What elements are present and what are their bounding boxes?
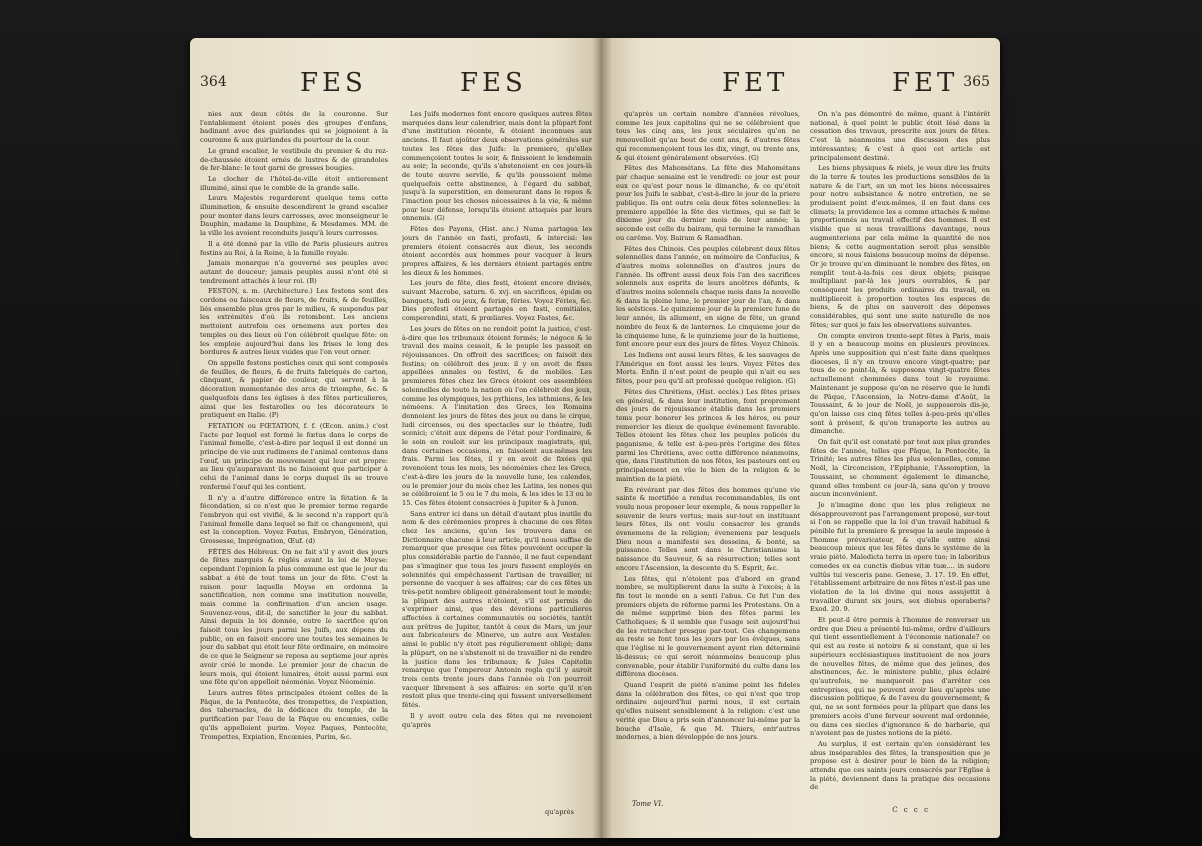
left-header-keyword-2: FES [460,68,527,98]
right-page-header [602,68,1000,102]
paragraph: On appelle festons postiches ceux qui sont composés de feuilles, de fleurs, & de fruits fabriqués de carton, clinquant, & papier de couleur, qui servent à la décoration momentanée des arcs de triomphe, &c. & quelquefois dans les églises à des fêtes particulieres, ainsi que les festarolles ou les décorateurs le pratiquent en Italie. (P) [200,358,388,420]
left-page [190,38,602,838]
paragraph: Fêtes des Payens, (Hist. anc.) Numa partagea les jours de l'année en fasti, profasti, & intercisi: les premiers étoient consacrés aux dieux, les seconds étoient accordés aux hommes pour vacquer à leurs propres affaires, & les derniers étoient partagés entre les dieux & les hommes. [402,225,592,277]
paragraph: Le grand escalier, le vestibule du premier & du rez-de-chaussée étoient ornés de lustres & de girandoles de fer-blanc: le tout garni de grosses bougies. [200,146,388,173]
left-page-number: 364 [200,74,227,90]
paragraph: Leurs Majestés regarderent quelque tems cette illumination, & ensuite descendirent le grand escalier pour monter dans leurs carrosses, avec monseigneur le Dauphin, madame la Dauphine, & Mesdames. MM. de la ville les avoient reconduits jusqu'à leurs carrosses. [200,194,388,238]
paragraph: Il n'y a d'autre différence entre la fétation & la fécondation, si ce n'est que le premier terme regarde l'embryon qui est vivifié, & le second n'a rapport qu'à l'animal femelle dans lequel se fait ce changement, qui est la conception. Voyez Fœtus, Embryon, Génération, Grossesse, Imprégnation, Œuf. (d) [200,493,388,546]
paragraph: Je n'imagine donc que les plus religieux ne désapprouveront pas l'arrangement proposé, sur-tout si l'on se rappelle que la loi d'un travail habituel & pénible fut la premiere & presque la seule imposée à l'homme prévaricateur, & qu'elle entre ainsi beaucoup mieux que les fêtes dans le système de la vraie piété. Maledicta terra in opere tuo; in laboribus comedes ex ea cunctis diebus vitæ tuæ.... in sudore vultûs tui vesceris pane. Genese, 3. 17. 19. En effet, l'établissement arbitraire de nos fêtes n'est-il pas une violation de la loi divine qui nous assujettit à travailler durant six jours, sex diebus operaberis? Exod. 20. 9. [810,500,990,614]
left-column-b [402,110,592,810]
left-catchword: qu'après [545,808,574,816]
right-page [602,38,1000,838]
right-column-b [810,110,990,810]
volume-signature: Tome VI. [632,800,664,808]
paragraph: nies aux deux côtés de la couronne. Sur l'entablement étoient posés des groupes d'enfans, badinant avec des guirlandes qui se joignoient à la couronne & aux guirlandes du pourtour de la cour. [200,110,388,145]
left-column-a [200,110,388,810]
paragraph: Les Juifs modernes font encore quelques autres fêtes marquées dans leur calendrier, mais dont la plûpart font d'une institution récente, & étoient inconnues aux anciens. Il faut ajoûter deux observations générales sur toutes les fêtes des Juifs: la premiere, qu'elles commençoient toutes le soir, & finissoient le lendemain au soir; la seconde, qu'ils s'abstenoient en ces jours-là de toute œuvre servile, & qu'ils poussoient même quelquefois cette abstinence, à l'égard du sabbat, jusqu'à la superstition, en demeurant dans le repos & l'inaction pour les choses nécessaires à la vie, & même pour leur défense, lorsqu'ils étoient attaqués par leurs ennemis. (G) [402,110,592,223]
paragraph: Sans entrer ici dans un détail d'autant plus inutile du nom & des cérémonies propres à chacune de ces fêtes chez les anciens, qu'on les trouvera dans ce Dictionnaire chacune à leur article, qu'il nous suffise de remarquer que presque ces fêtes pouvoient occuper la plus considérable partie de l'année, il ne faut cependant pas s'imaginer que tous les jours fussent employés en solennités qui empêchassent l'artisan de travailler, ni personne de vacquer à ses affaires; car de ces fêtes un très-petit nombre obligeoit généralement tout le monde; la plûpart des autres n'étoient, s'il est permis de s'exprimer ainsi, que des dévotions particulieres affectées à certaines communautés ou sociétés, tantôt aux prêtres de Jupiter, tantôt à ceux de Mars, un jour aux fabricateurs de Minerve, un autre aux Vestales: ainsi le public n'y étoit pas régulierement obligé; dans la plûpart, on ne s'abstenoit ni de travailler ni de rendre la justice dans les tribunaux; & Jules Capitolin remarque que l'empereur Antonin regla qu'il y auroit trois cents trente jours dans l'année où l'on pourroit vacquer librement à ses affaires: en sorte qu'il n'en restoit plus que trente-cinq qui fussent universellement fêtés. [402,509,592,710]
paragraph: Jamais monarque n'a gouverné ses peuples avec autant de douceur; jamais peuples aussi n'ont été si tendrement attachés à leur roi. (B) [200,259,388,285]
paragraph: Fêtes des Mahométans. La fête des Mahométans par chaque semaine est le vendredi: ce jour est pour eux ce qu'est pour nous le dimanche, & ce qu'étoit pour les Juifs le sabbat, c'est-à-dire le jour de la priere publique. Ils ont outre cela deux fêtes solennelles: la premiere appellée la fête des victimes, qui se fait le dixieme jour du dernier mois de leur année; la seconde est celle du bairam, qui termine le ramadhan ou carême. Voy. Bairam & Ramadhan. [616,164,800,242]
paragraph: Il y avoit outre cela des fêtes qui ne revenoient qu'après [402,711,592,729]
paragraph: Les Indiens ont aussi leurs fêtes, & les sauvages de l'Amérique en font aussi les leurs. Voyez Fêtes des Morts. Enfin il n'est point de peuple qui n'ait eu ses fêtes, pour peu qu'il ait professé quelque religion. (G) [616,350,800,386]
paragraph: FÊTES des Hébreux. On ne fait s'il y avoit des jours de fêtes marqués & réglés avant la loi de Moyse: cependant l'opinion la plus commune est que le jour du sabbat a été de tout tems un jour de fête. C'est la raison pour laquelle Moyse en ordonna la sanctification, non comme une institution nouvelle, mais comme la confirmation d'un ancien usage. Souvenez-vous, dit-il, de sanctifier le jour du sabbat. Ainsi depuis la loi donnée, outre le sacrifice qu'on faisoit tous les jours parmi les Juifs, aux dépens du public, on en faisoit encore une toutes les semaines le jour du sabbat qui étoit leur fête ordinaire, en mémoire de ce que le Seigneur se reposa au septieme jour après avoir créé le monde. Le premier jour de chacun de leurs mois, qui étoient lunaires, étoit aussi parmi eux une fête qu'on appelloit néoménie. Voyez Néoménie. [200,547,388,687]
paragraph: Le clocher de l'hôtel-de-ville étoit entierement illuminé, ainsi que le comble de la grande salle. [200,174,388,192]
paragraph: On n'a pas démontré de même, quant à l'intérêt national, à quel point le public étoit lésé dans la cessation des travaux, prescrite aux jours de fêtes. C'est là néanmoins une discussion des plus intéressantes; & c'est à quoi cet article est principalement destiné. [810,110,990,162]
paragraph: Et peut-il être permis à l'homme de renverser un ordre que Dieu a présenté lui-même, ordre d'ailleurs qui tient essentiellement à l'économie nationale? ce qui est au reste si notoire & si constant, que si les supérieurs ecclésiastiques instituoient de nos jours de nouvelles fêtes, de même que des jeûnes, des abstinences, &c. le ministere public, plus éclairé qu'autrefois, ne manqueroit pas d'arrêter ces entreprises, qui ne peuvent avoir lieu qu'après une discussion politique, & de l'aveu du gouvernement; & qui, ne se sont formées pour la plûpart que dans les premiers accès d'une ferveur souvent mal ordonnée, ou dans ces siecles d'ignorance & de barbarie, qui n'avoient pas de justes notions de la piété. [810,616,990,738]
paragraph: Il a été donné par la ville de Paris plusieurs autres festins au Roi, à la Reine, à la famille royale. [200,239,388,257]
paragraph: Les biens physiques & réels, je veux dire les fruits de la terre & toutes les productions sensibles de la nature & de l'art, en un mot les biens nécessaires pour notre subsistance & notre entretien, ne se produisent point d'eux-mêmes, il en faut dans ces climats; la providence les a comme attachés & même proportionnés au travail effectif des hommes. Il est visible que si nous travaillions davantage, nous augmenterions par cela même la quantité de nos biens; & cette augmentation seroit plus sensible encore, si nous faisions beaucoup moins de dépense. Or je trouve qu'en diminuant le nombre des fêtes, on remplit tout-à-la-fois ces deux objets; puisque multipliant par-là les jours ouvrables, & par conséquent les produits ordinaires du travail, on multiplieroit à proportion toutes les especes de biens, & de plus on sauveroit des dépenses considérables, qui sont une suite naturelle de nos fêtes; sur quoi je fais les observations suivantes. [810,164,990,329]
right-header-keyword-1: FET [722,68,789,98]
paragraph: Fêtes des Chrétiens, (Hist. ecclés.) Les fêtes prises en général, & dans leur institution, font proprement des jours de réjouissance établis dans les premiers tems pour honorer les princes & les héros, ou pour remercier les dieux de quelque événement favorable. Telles étoient les fêtes chez les peuples policés du paganisme, & telle est à-peu-près l'origine des fêtes parmi les Chrétiens, avec cette différence néanmoins, que, dans l'institution de nos fêtes, les pasteurs ont eu principalement en vûe le bien de la religion & le maintien de la piété. [616,387,800,483]
left-page-header [190,68,602,102]
right-page-number: 365 [963,74,990,90]
paragraph: FETATION ou FŒTATION, f. f. (Œcon. anim.) c'est l'acte par lequel est formé le fœtus dans le corps de l'animal femelle, c'est-à-dire par lequel il est donné un principe de vie aux rudimens de l'animal contenus dans l'œuf, un principe de mouvement qui leur est propre: au lieu qu'auparavant ils ne faisoient que participer à celui de l'animal dans le corps duquel ils se trouve renfermé l'œuf qui les contient. [200,421,388,491]
paragraph: Fêtes des Chinois. Ces peuples célebrent deux fêtes solennelles dans l'année, en mémoire de Confucius, & d'autres moins solennelles en d'autres jours de l'année. Ils offrent aussi deux fois l'an des sacrifices solennels aux esprits de leurs ancêtres défunts, & d'autres moins solennels chaque mois dans la nouvelle & dans la pleine lune, le premier jour de l'an, & dans les solstices. Le quinzieme jour de la premiere lune de leur année, ils allument, en signe de fête, un grand nombre de feux & de lanternes. Le cinquieme jour de la cinquieme lune, & le quinzieme jour de la huitieme, font encore pour eux des jours de fêtes. Voyez Chinois. [616,244,800,349]
paragraph: qu'après un certain nombre d'années révolues, comme les jeux capitolins qui ne se célébroient que tous les cinq ans, les jeux séculaires qu'on ne renouvelloit qu'au bout de cent ans, & d'autres fêtes qui recommençoient tous les dix, vingt, ou trente ans, & qui étoient généralement observées. (G) [616,110,800,162]
paragraph: Au surplus, il est certain qu'en considérant les abus inséparables des fêtes, la transposition que je propose est à desirer pour le bien de la religion; attendu que ces saints jours consacrés par l'Eglise à la piété, deviennent dans la pratique des occasions de [810,739,990,792]
paragraph: En révérant par des fêtes des hommes qu'une vie sainte & mortifiée a rendus recommandables, ils ont voulu nous proposer leur exemple, & nous rappeller le souvenir de leurs vertus; mais sur-tout en instituant leurs fêtes, ils ont voulu consacrer les grands évenemens de la religion; évenemens par lesquels Dieu nous a manifesté ses desseins, & bonté, sa puissance. Telles sont dans le Christianisme la naissance du Sauveur, & sa résurrection; telles sont encore l'Ascension, la descente du S. Esprit, &c. [616,485,800,572]
paragraph: Les jours de fête, dies festi, étoient encore divisés, suivant Macrobe, saturn. 6. xvj. en sacrifices, épulæ ou banquets, ludi ou jeux, & feriæ, féries. Voyez Féries, &c. Dies profesti étoient partagés en fasti, comitiales, comperendini, stati, & prœliares. Voyez Fastes, &c. [402,279,592,323]
paragraph: Leurs autres fêtes principales étoient celles de la Pâque, de la Pentecôte, des trompettes, de l'expiation, des tabernacles, de la dédicace du temple, de la purification par l'eau de la Pâque ou encœnies, celle qu'ils appelloient purim. Voyez Paques, Pentecôte, Trompettes, Expiation, Encœnies, Purim, &c. [200,689,388,741]
paragraph: Les fêtes, qui n'étoient pas d'abord en grand nombre, se multiplierent dans la suite à l'excès; à la fin tout le monde en a senti l'abus. Ce fut l'un des premiers objets de réforme parmi les Protestans. On a de même supprimé bien des fêtes parmi les Catholiques; & il semble que l'usage soit aujourd'hui de les retrancher presque par-tout. Ces changemens au reste se font tous les jours par les évêques, sans que l'église ni le gouvernement ayent rien déterminé là-dessus; ce qui seroit néanmoins beaucoup plus convenable, pour établir l'uniformité du culte dans les différens diocèses. [616,574,800,679]
paragraph: On fait qu'il est constaté par tout aux plus grandes fêtes de l'année, telles que Pâque, la Pentecôte, la Trinité; les autres fêtes les plus solennelles, comme Noël, la Circoncision, l'Epiphanie, l'Assomption, la Toussaint, se chomment également le dimanche, quand elles tombent ce jour-là, sans qu'on y trouve aucun inconvénient. [810,438,990,499]
paragraph: FESTON, s. m. (Architecture.) Les festons sont des cordons ou faisceaux de fleurs, de fruits, & de feuilles, liés ensemble plus gros par le milieu, & suspendus par les extrémités d'où ils retombent. Les anciens mettoient autrefois ces ornemens aux portes des temples ou des lieux où l'on célébroit quelque fête: on les emploie aujourd'hui dans les frises le long des bordures & autres lieux vuides que l'on veut orner. [200,287,388,357]
sheet-mark: C c c c [892,806,930,814]
left-header-keyword-1: FES [300,68,367,98]
paragraph: On compte environ trente-sept fêtes à Paris, mais il y en a beaucoup moins en plusieurs provinces. Après une supposition qui n'est faite dans quelques dioceses, il n'y en trouve encore vingt-quatre; par tous de ce point-là, & supposons vingt-quatre fêtes actuellement chommées dans tout le royaume. Maintenant je suppose qu'on ne réserve que le lundi de Pâque, l'Ascension, la Notre-dame d'Août, la Toussaint, & le jour de Noël, je supposerois dis-je, qu'on laisse ces cinq fêtes telles à-peu-près qu'elles sont à présent, & qu'on transporte les autres au dimanche. [810,331,990,436]
paragraph: Quand l'esprit de piété n'anime point les fideles dans la célébration des fêtes, ce qui n'est que trop ordinaire aujourd'hui parmi nous, il est certain qu'elles nuisent sensiblement à la religion: c'est une vérité que Dieu a pris soin d'annoncer lui-même par la bouche d'Isaïe, & que M. Thiers, entr'autres modernes, a bien développée de nos jours. [616,681,800,742]
paragraph: Les jours de fêtes on ne rendoit point la justice, c'est-à-dire que les tribunaux étoient fermés; le négoce & le travail des mains cessoit, & le peuple les passoit en réjouissances. On offroit des sacrifices; on faisoit des festins; on célébroit des jeux: il y en avoit de fixes appellées annales ou festivi, & de mobiles. Les premieres fêtes chez les Grecs étoient ces assemblées solennelles de toute la nation où l'on célébroit des jeux, comme les olympiques, les pythiens, les isthmiens, & les néméens. A l'imitation des Grecs, les Romains donnoient les jours de fêtes des jeux ou dans le cirque, ludi circenses, ou des spectacles sur le théatre, ludi scenici; c'étoit aux dépens de l'état pour l'ordinaire, & le soin en rouloit sur les principaux magistrats, qui, dans certaines occasions, en faisoient aux-mêmes les frais. Parmi les fêtes, il y en avoit de fixées qui revenoient tous les mois, les néoménies chez les Grecs, c'est-à-dire les jours de la nouvelle lune, les calendes, ou le premier jour du mois chez les Latins, les nones qui se célébroient le 5 ou le 7 du mois, & les ides le 13 ou le 15. Ces fêtes étoient consacrées à Jupiter & à Junon. [402,324,592,507]
right-header-keyword-2: FET [892,68,959,98]
right-column-a [616,110,800,810]
